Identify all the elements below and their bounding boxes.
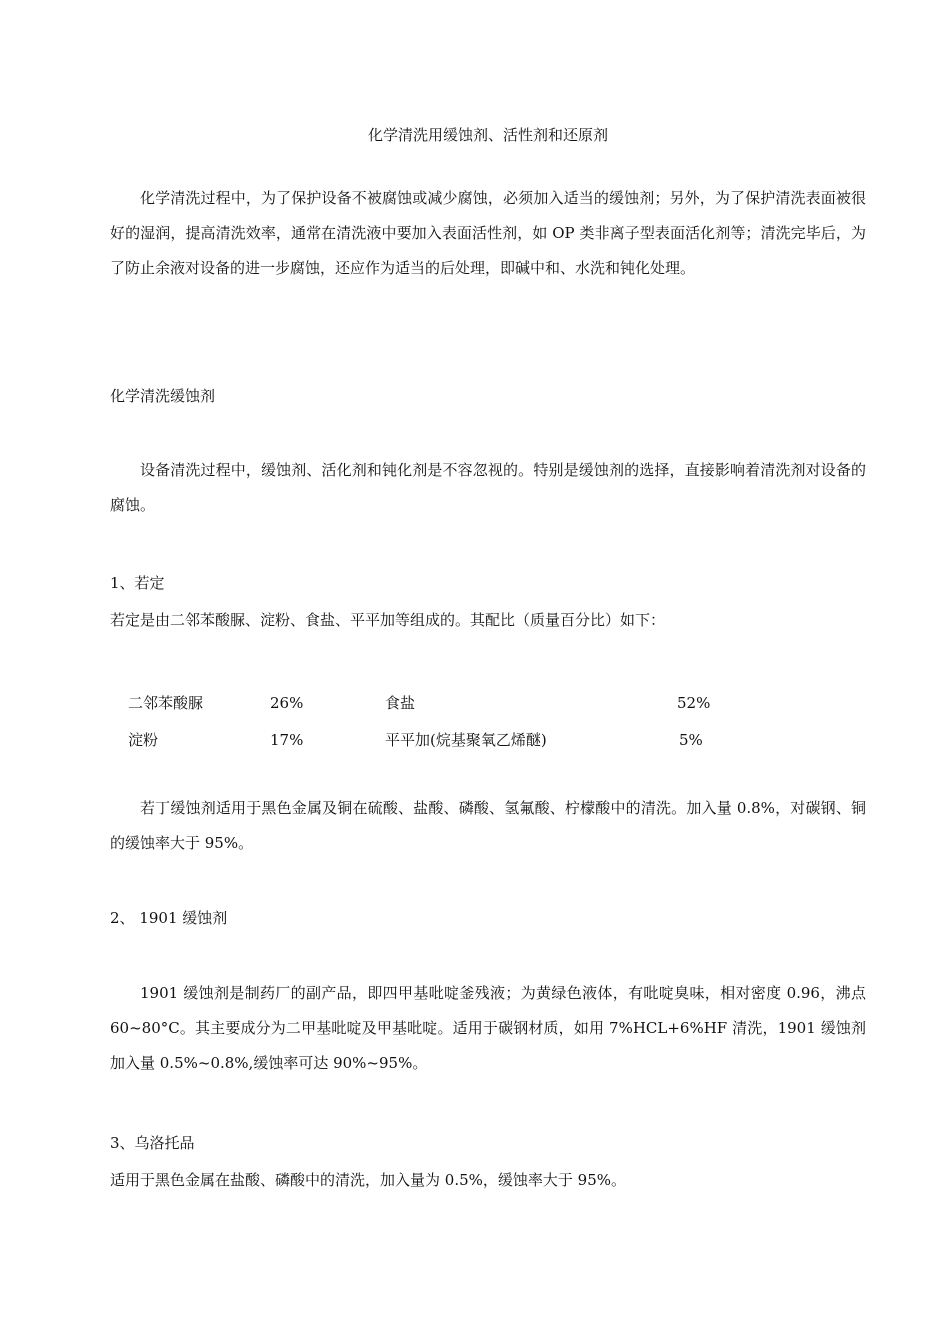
ingredient-table — [128, 684, 739, 758]
document-title: 化学清洗用缓蚀剂、活性剂和还原剂 — [367, 126, 608, 144]
section-heading: 化学清洗缓蚀剂 — [110, 387, 216, 405]
item2-heading: 2、 1901 缓蚀剂 — [110, 909, 228, 927]
intro-paragraph: 化学清洗过程中，为了保护设备不被腐蚀或减少腐蚀，必须加入适当的缓蚀剂；另外，为了保护清洗表面被很好的湿润，提高清洗效率，通常在清洗液中要加入表面活性剂，如 OP 类非离子型表面活化剂等；清洗完毕后，为了防止余液对设备的进一步腐蚀，还应作为适当的后处理，即碱中和、水洗和钝化处理。 — [110, 189, 866, 277]
item1-usage-paragraph: 若丁缓蚀剂适用于黑色金属及铜在硫酸、盐酸、磷酸、氢氟酸、柠檬酸中的清洗。加入量 0.8%，对碳钢、铜的缓蚀率大于 95%。 — [110, 799, 866, 852]
ingredient-percent: 5% — [679, 730, 703, 749]
ingredient-percent: 52% — [677, 693, 711, 712]
table-row — [128, 721, 739, 758]
ingredient-percent: 26% — [270, 693, 304, 712]
table-row — [128, 684, 739, 721]
ingredient-name: 二邻苯酸脲 — [128, 694, 204, 712]
ingredient-percent: 17% — [270, 730, 304, 749]
item2-paragraph: 1901 缓蚀剂是制药厂的副产品，即四甲基吡啶釜残液；为黄绿色液体，有吡啶臭味，相对密度 0.96，沸点 60~80°C。其主要成分为二甲基吡啶及甲基吡啶。适用于碳钢材质，如用 7%HCL+6%HF 清洗，1901 缓蚀剂加入量 0.5%~0.8%,缓蚀率可达 90%~95%。 — [110, 984, 866, 1072]
item3-heading: 3、乌洛托品 — [110, 1134, 195, 1152]
item1-description: 若定是由二邻苯酸脲、淀粉、食盐、平平加等组成的。其配比（质量百分比）如下： — [110, 611, 666, 629]
item1-heading: 1、若定 — [110, 574, 165, 592]
ingredient-name: 食盐 — [385, 694, 416, 712]
section-paragraph: 设备清洗过程中，缓蚀剂、活化剂和钝化剂是不容忽视的。特别是缓蚀剂的选择，直接影响着清洗剂对设备的腐蚀。 — [110, 461, 866, 514]
ingredient-name: 平平加(烷基聚氧乙烯醚) — [385, 731, 547, 749]
ingredient-name: 淀粉 — [128, 731, 159, 749]
item3-description: 适用于黑色金属在盐酸、磷酸中的清洗，加入量为 0.5%，缓蚀率大于 95%。 — [110, 1171, 626, 1189]
